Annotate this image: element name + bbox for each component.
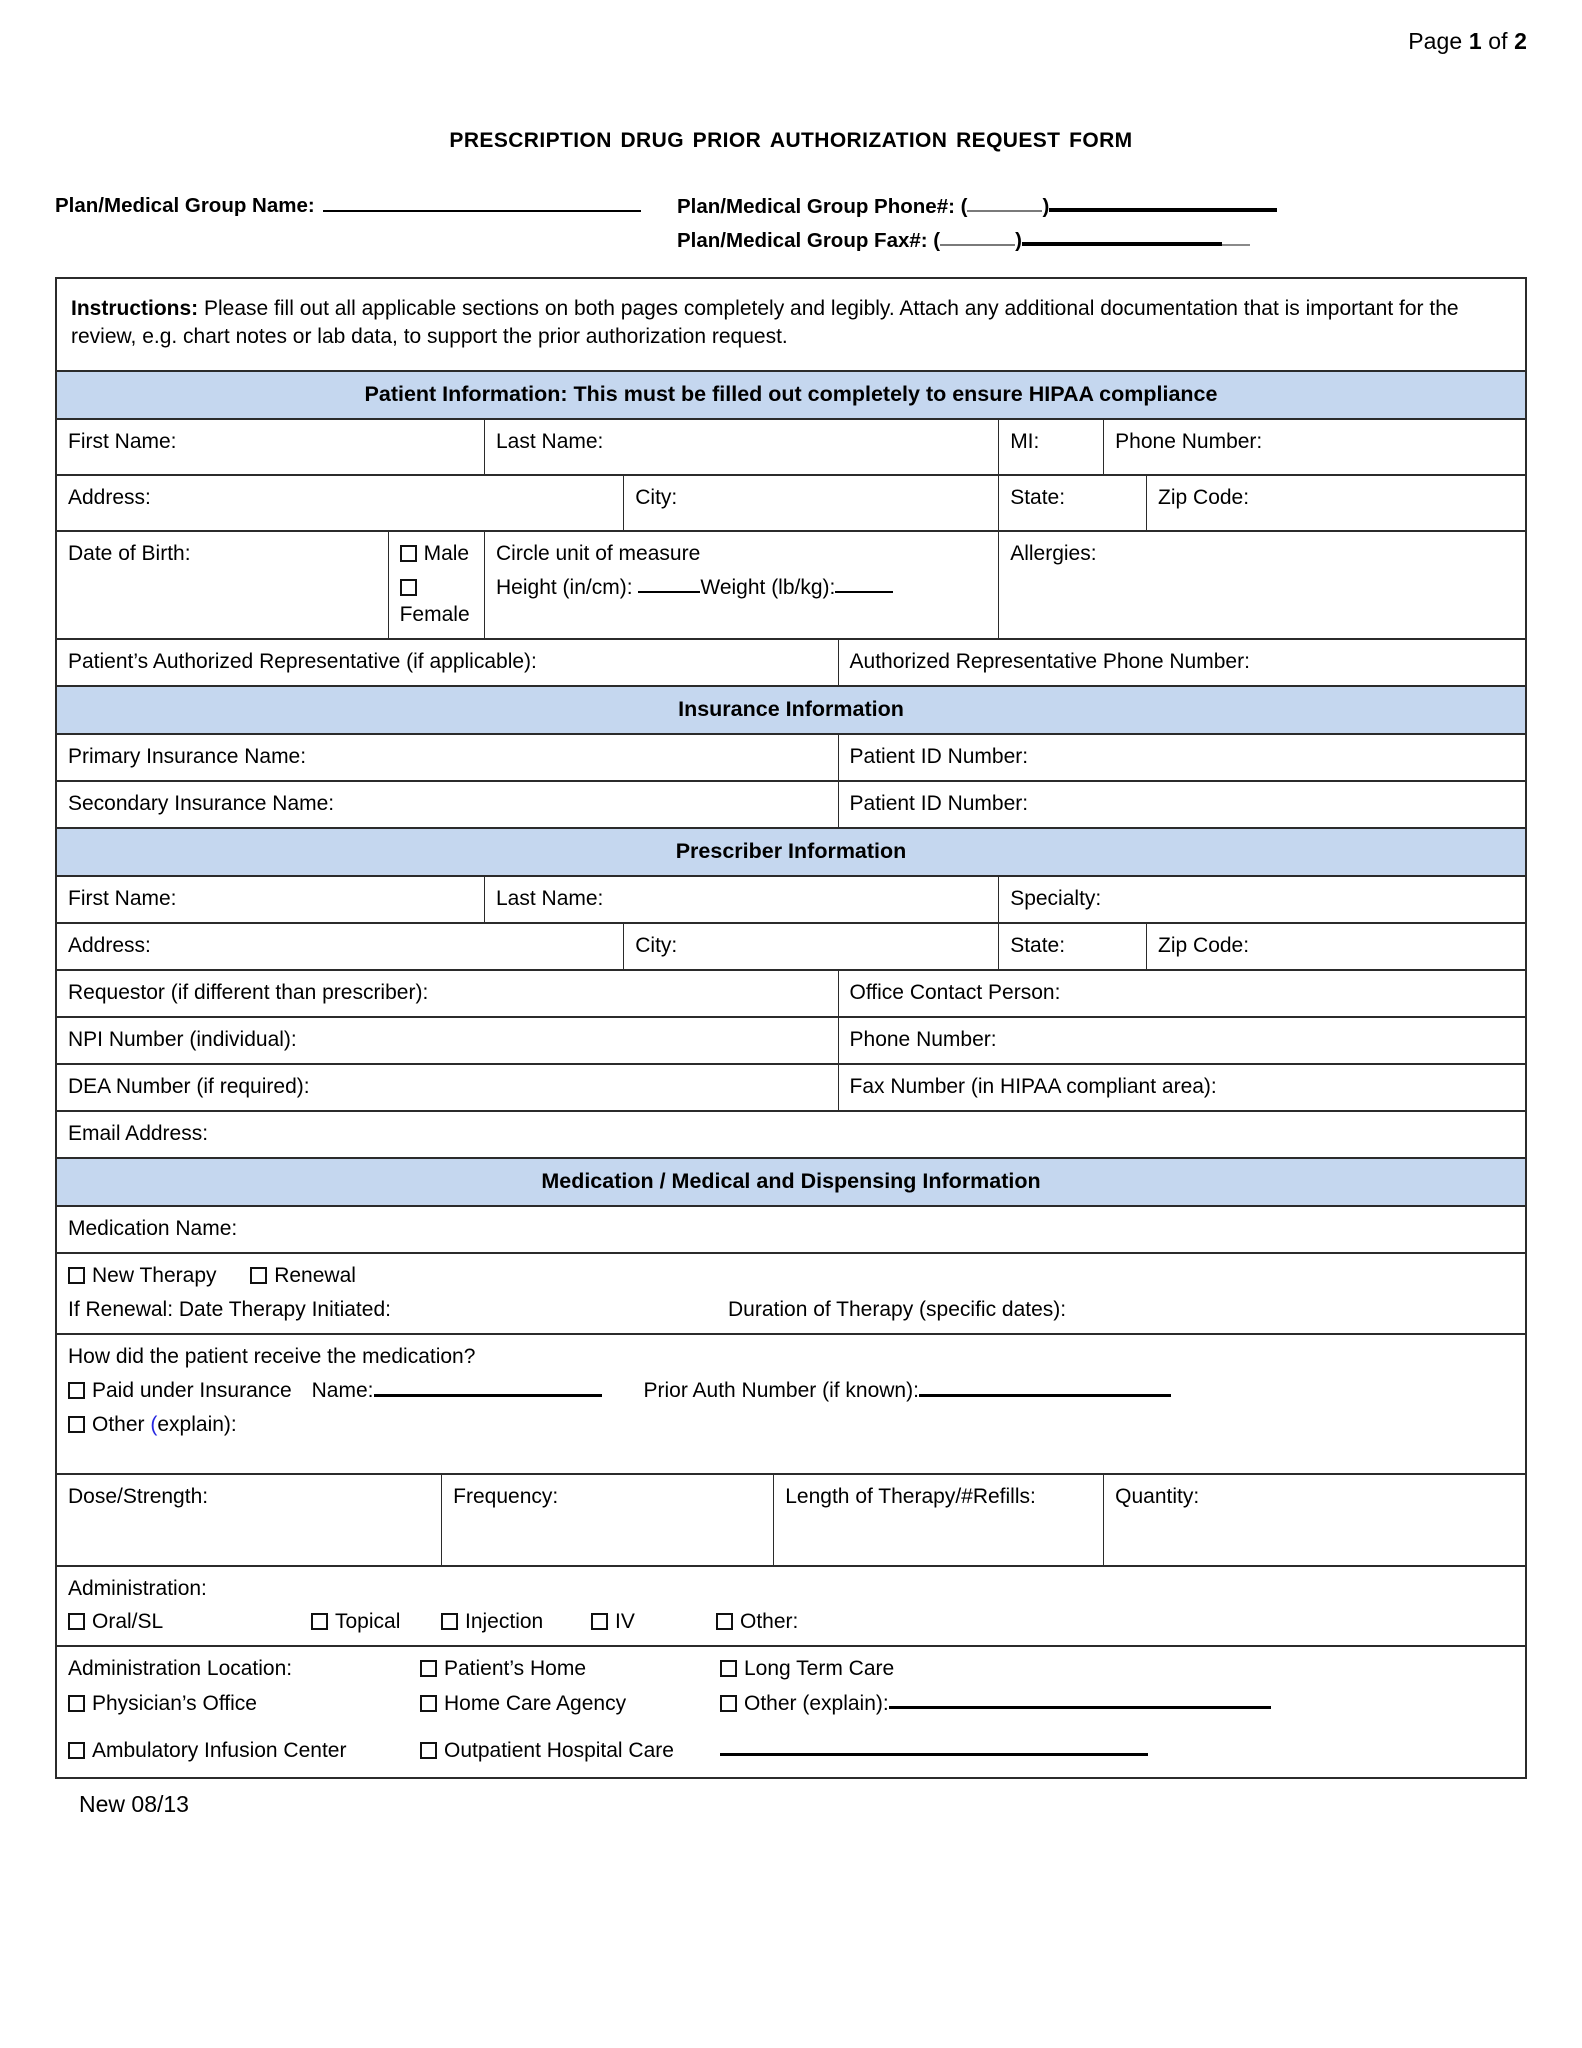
instructions-lead: Instructions:	[71, 297, 199, 320]
length-of-therapy-cell[interactable]	[774, 1474, 1104, 1566]
location-option-physicians-office[interactable]	[68, 1691, 420, 1718]
page-number	[55, 0, 1527, 55]
location-option-home-care-agency[interactable]	[420, 1691, 720, 1718]
administration-option-topical[interactable]	[311, 1609, 441, 1636]
administration-options	[68, 1609, 1515, 1636]
patient-height-label: Height (in/cm):	[496, 576, 633, 600]
location-option-long-term-care[interactable]	[720, 1656, 1515, 1683]
patient-zip-label: Zip Code:	[1158, 486, 1250, 510]
prescriber-email-row	[56, 1111, 1526, 1158]
administration-option-other[interactable]	[716, 1609, 1515, 1636]
insurance-secondary-name-label: Secondary Insurance Name:	[68, 792, 335, 816]
patient-authorized-rep-label: Patient’s Authorized Representative (if applicable):	[68, 649, 537, 673]
prescriber-address-row	[56, 923, 1526, 970]
checkbox-icon[interactable]	[720, 1695, 737, 1712]
checkbox-icon[interactable]	[68, 1416, 85, 1433]
page-number-mid: of	[1481, 28, 1515, 54]
checkbox-icon[interactable]	[68, 1382, 85, 1399]
checkbox-icon[interactable]	[720, 1660, 737, 1677]
date-therapy-initiated-label: If Renewal: Date Therapy Initiated:	[68, 1298, 391, 1321]
insurance-primary-id-label: Patient ID Number:	[849, 745, 1029, 769]
location-option-home-care-agency-label: Home Care Agency	[444, 1692, 627, 1716]
administration-location-line-2	[68, 1690, 1515, 1718]
patient-gender-male-label: Male	[423, 542, 470, 566]
prescriber-requestor-row	[56, 970, 1526, 1017]
checkbox-icon[interactable]	[716, 1613, 733, 1630]
patient-address-label: Address:	[68, 486, 151, 510]
patient-phone-cell[interactable]	[1104, 419, 1526, 475]
patient-mi-label: MI:	[1010, 430, 1040, 454]
section-band-insurance-label: Insurance Information	[56, 686, 1526, 735]
medication-name-row	[56, 1206, 1526, 1253]
prescriber-city-cell[interactable]	[624, 923, 999, 970]
patient-authorized-rep-cell[interactable]	[56, 639, 838, 686]
plan-group-fax-area-line[interactable]	[940, 229, 1015, 246]
prescriber-state-label: State:	[1010, 934, 1066, 958]
administration-option-iv[interactable]	[591, 1609, 716, 1636]
dose-strength-cell[interactable]	[56, 1474, 442, 1566]
patient-first-name-cell[interactable]	[56, 419, 485, 475]
insurance-secondary-row	[56, 781, 1526, 828]
plan-group-phone-label-close: )	[1042, 195, 1050, 218]
administration-cell	[56, 1566, 1526, 1647]
prescriber-address-label: Address:	[68, 934, 151, 958]
patient-measures-cell	[485, 531, 999, 639]
patient-city-label: City:	[635, 486, 678, 510]
medication-name-label: Medication Name:	[68, 1217, 238, 1241]
patient-dob-cell[interactable]	[56, 531, 388, 639]
administration-option-other-label: Other:	[740, 1610, 799, 1634]
checkbox-icon[interactable]	[400, 545, 417, 562]
other-explain-label-post: explain):	[157, 1412, 237, 1436]
prescriber-npi-cell[interactable]	[56, 1017, 838, 1064]
checkbox-icon[interactable]	[441, 1613, 458, 1630]
quantity-cell[interactable]	[1104, 1474, 1526, 1566]
section-band-patient-label: Patient Information: This must be filled out completely to ensure HIPAA compliance	[56, 371, 1526, 420]
patient-allergies-label: Allergies:	[1010, 542, 1097, 566]
therapy-dates-fields	[68, 1297, 1515, 1324]
patient-city-cell[interactable]	[624, 475, 999, 531]
patient-address-row	[56, 475, 1526, 531]
checkbox-icon[interactable]	[68, 1742, 85, 1759]
instructions-body: Please fill out all applicable sections on both pages completely and legibly. Attach any additional documentation that is important for the review, e.g. chart notes or lab data, to support the prior authorization request.	[71, 297, 1459, 349]
medication-how-received-row	[56, 1334, 1526, 1474]
plan-group-phone-area-line[interactable]	[967, 195, 1042, 212]
administration-option-iv-label: IV	[615, 1610, 635, 1634]
patient-state-label: State:	[1010, 486, 1066, 510]
administration-option-topical-label: Topical	[335, 1610, 401, 1634]
prescriber-address-cell[interactable]	[56, 923, 624, 970]
patient-height-weight-fields	[496, 575, 988, 602]
insurance-secondary-name-cell[interactable]	[56, 781, 838, 828]
section-band-medication	[56, 1158, 1526, 1207]
patient-gender-cell	[388, 531, 484, 639]
insurance-primary-name-label: Primary Insurance Name:	[68, 745, 307, 769]
location-option-outpatient-hospital-care[interactable]	[420, 1738, 720, 1765]
checkbox-icon[interactable]	[68, 1695, 85, 1712]
administration-option-oral[interactable]	[68, 1609, 311, 1636]
location-option-outpatient-hospital-care-label: Outpatient Hospital Care	[444, 1739, 674, 1762]
checkbox-icon[interactable]	[420, 1742, 437, 1759]
prescriber-phone-cell[interactable]	[838, 1017, 1526, 1064]
page-number-current: 1	[1468, 28, 1482, 54]
prescriber-name-row	[56, 876, 1526, 923]
medication-therapy-row	[56, 1253, 1526, 1334]
prescriber-requestor-label: Requestor (if different than prescriber):	[68, 981, 429, 1005]
plan-group-fax-input-line-tail[interactable]	[1222, 229, 1250, 246]
paid-under-insurance-line	[68, 1378, 1515, 1405]
insurance-secondary-id-cell[interactable]	[838, 781, 1526, 828]
prior-authorization-form-table	[55, 277, 1527, 1779]
location-other-input-line-2[interactable]	[720, 1737, 1148, 1756]
patient-phone-label: Phone Number:	[1115, 430, 1263, 454]
renewal-option[interactable]	[250, 1263, 356, 1290]
patient-gender-female-label: Female	[399, 602, 470, 626]
patient-weight-input-line[interactable]	[835, 576, 893, 593]
plan-group-name-field	[55, 193, 641, 218]
patient-gender-female-option[interactable]	[400, 575, 474, 629]
section-band-prescriber	[56, 828, 1526, 877]
frequency-label: Frequency:	[453, 1484, 559, 1508]
patient-circle-unit-label: Circle unit of measure	[496, 542, 701, 566]
plan-group-phone-input-line[interactable]	[1049, 193, 1277, 212]
patient-weight-label: Weight (lb/kg):	[700, 576, 836, 600]
prescriber-first-name-cell[interactable]	[56, 876, 485, 923]
paid-under-insurance-option[interactable]	[68, 1378, 292, 1405]
prescriber-specialty-label: Specialty:	[1010, 887, 1102, 911]
patient-authorized-rep-phone-cell[interactable]	[838, 639, 1526, 686]
patient-address-cell[interactable]	[56, 475, 624, 531]
prescriber-zip-label: Zip Code:	[1158, 934, 1250, 958]
patient-name-row	[56, 419, 1526, 475]
location-option-other-label: Other (explain):	[744, 1692, 889, 1716]
page-number-total: 2	[1514, 28, 1527, 54]
other-explain-label-pre: Other	[92, 1412, 151, 1436]
prescriber-dea-cell[interactable]	[56, 1064, 838, 1111]
prescriber-last-name-cell[interactable]	[485, 876, 999, 923]
administration-location-line-1	[68, 1656, 1515, 1683]
section-band-patient	[56, 371, 1526, 420]
length-of-therapy-label: Length of Therapy/#Refills:	[785, 1484, 1036, 1508]
prescriber-last-name-label: Last Name:	[496, 887, 604, 911]
prescriber-specialty-cell[interactable]	[999, 876, 1526, 923]
new-therapy-label: New Therapy	[92, 1264, 217, 1288]
administration-row	[56, 1566, 1526, 1647]
patient-height-input-line[interactable]	[638, 576, 700, 593]
checkbox-icon[interactable]	[68, 1613, 85, 1630]
checkbox-icon[interactable]	[420, 1660, 437, 1677]
patient-mi-cell[interactable]	[999, 419, 1104, 475]
duration-of-therapy-label: Duration of Therapy (specific dates):	[728, 1298, 1067, 1321]
prior-auth-number-input-line[interactable]	[919, 1378, 1171, 1397]
how-received-question: How did the patient receive the medication?	[68, 1344, 476, 1368]
patient-dob-label: Date of Birth:	[68, 542, 191, 566]
location-option-patients-home[interactable]	[420, 1656, 720, 1683]
prescriber-requestor-cell[interactable]	[56, 970, 838, 1017]
administration-location-label: Administration Location:	[68, 1657, 293, 1681]
other-explain-paren: (	[150, 1412, 158, 1436]
medication-therapy-cell	[56, 1253, 1526, 1334]
medication-dose-row	[56, 1474, 1526, 1566]
plan-group-name-label: Plan/Medical Group Name:	[55, 194, 315, 217]
prescriber-state-cell[interactable]	[999, 923, 1147, 970]
prescriber-office-contact-cell[interactable]	[838, 970, 1526, 1017]
section-band-insurance	[56, 686, 1526, 735]
patient-last-name-label: Last Name:	[496, 430, 604, 454]
medication-how-received-cell	[56, 1334, 1526, 1474]
location-option-patients-home-label: Patient’s Home	[444, 1657, 587, 1681]
administration-option-injection-label: Injection	[465, 1610, 544, 1634]
patient-allergies-cell[interactable]	[999, 531, 1526, 639]
instructions-cell	[56, 278, 1526, 371]
section-band-medication-label: Medication / Medical and Dispensing Information	[56, 1158, 1526, 1207]
page-number-prefix: Page	[1408, 28, 1469, 54]
insurance-primary-name-cell[interactable]	[56, 734, 838, 781]
administration-label: Administration:	[68, 1576, 207, 1600]
insurance-primary-id-cell[interactable]	[838, 734, 1526, 781]
location-option-ambulatory-infusion-center-label: Ambulatory Infusion Center	[92, 1739, 347, 1762]
checkbox-icon[interactable]	[311, 1613, 328, 1630]
patient-authorized-rep-phone-label: Authorized Representative Phone Number:	[849, 649, 1250, 673]
therapy-type-options	[68, 1263, 1515, 1290]
administration-option-injection[interactable]	[441, 1609, 591, 1636]
administration-location-cell	[56, 1646, 1526, 1778]
plan-group-fax-input-line[interactable]	[1022, 227, 1222, 246]
patient-gender-male-option[interactable]	[400, 541, 474, 568]
section-band-prescriber-label: Prescriber Information	[56, 828, 1526, 877]
other-explain-option[interactable]	[68, 1412, 1515, 1439]
instructions-row	[56, 278, 1526, 371]
patient-zip-cell[interactable]	[1147, 475, 1526, 531]
prescriber-fax-cell[interactable]	[838, 1064, 1526, 1111]
checkbox-icon[interactable]	[591, 1613, 608, 1630]
prescriber-first-name-label: First Name:	[68, 887, 177, 911]
checkbox-icon[interactable]	[250, 1267, 267, 1284]
medication-name-cell[interactable]	[56, 1206, 1526, 1253]
patient-representative-row	[56, 639, 1526, 686]
administration-location-line-3	[68, 1725, 1515, 1765]
quantity-label: Quantity:	[1115, 1484, 1200, 1508]
insurance-name-label: Name:	[311, 1378, 374, 1402]
page-title: prescription drug prior authorization request form	[449, 121, 1133, 154]
prescriber-email-cell[interactable]	[56, 1111, 1526, 1158]
plan-group-fax-field	[677, 227, 1277, 253]
prescriber-dea-label: DEA Number (if required):	[68, 1074, 310, 1098]
dose-strength-label: Dose/Strength:	[68, 1484, 209, 1508]
prior-auth-number-label: Prior Auth Number (if known):	[643, 1378, 919, 1402]
plan-group-block	[55, 193, 1527, 263]
prescriber-zip-cell[interactable]	[1147, 923, 1526, 970]
insurance-primary-row	[56, 734, 1526, 781]
insurance-secondary-id-label: Patient ID Number:	[849, 792, 1029, 816]
prescriber-city-label: City:	[635, 934, 678, 958]
new-therapy-option[interactable]	[68, 1263, 217, 1290]
location-option-other[interactable]	[720, 1690, 1515, 1718]
frequency-cell[interactable]	[442, 1474, 774, 1566]
checkbox-icon[interactable]	[68, 1267, 85, 1284]
plan-group-fax-label-close: )	[1015, 229, 1022, 252]
checkbox-icon[interactable]	[420, 1695, 437, 1712]
insurance-name-input-line[interactable]	[374, 1378, 602, 1397]
plan-group-phone-field	[677, 193, 1277, 219]
patient-state-cell[interactable]	[999, 475, 1147, 531]
administration-option-oral-label: Oral/SL	[92, 1610, 164, 1634]
checkbox-icon[interactable]	[400, 579, 417, 596]
prescriber-office-contact-label: Office Contact Person:	[849, 981, 1061, 1005]
prescriber-dea-row	[56, 1064, 1526, 1111]
location-other-input-line[interactable]	[889, 1690, 1271, 1709]
form-version-footer: New 08/13	[79, 1790, 189, 1817]
location-option-long-term-care-label: Long Term Care	[744, 1657, 895, 1681]
administration-location-row	[56, 1646, 1526, 1778]
location-option-physicians-office-label: Physician’s Office	[92, 1692, 257, 1716]
location-other-extra-line-wrap	[720, 1725, 1515, 1765]
plan-group-contact-fields	[677, 193, 1277, 253]
paid-under-insurance-label: Paid under Insurance	[92, 1378, 292, 1402]
prescriber-npi-label: NPI Number (individual):	[68, 1028, 297, 1052]
prescriber-fax-label: Fax Number (in HIPAA compliant area):	[849, 1074, 1217, 1098]
prescriber-email-label: Email Address:	[68, 1121, 209, 1145]
plan-group-name-input-line[interactable]	[323, 193, 641, 212]
prescriber-npi-row	[56, 1017, 1526, 1064]
plan-group-fax-label: Plan/Medical Group Fax#: (	[677, 229, 941, 252]
renewal-label: Renewal	[274, 1264, 356, 1288]
patient-last-name-cell[interactable]	[485, 419, 999, 475]
prescriber-phone-label: Phone Number:	[849, 1028, 997, 1052]
location-option-ambulatory-infusion-center[interactable]	[68, 1738, 420, 1765]
patient-dob-row	[56, 531, 1526, 639]
plan-group-phone-label: Plan/Medical Group Phone#: (	[677, 195, 968, 218]
patient-first-name-label: First Name:	[68, 430, 177, 454]
